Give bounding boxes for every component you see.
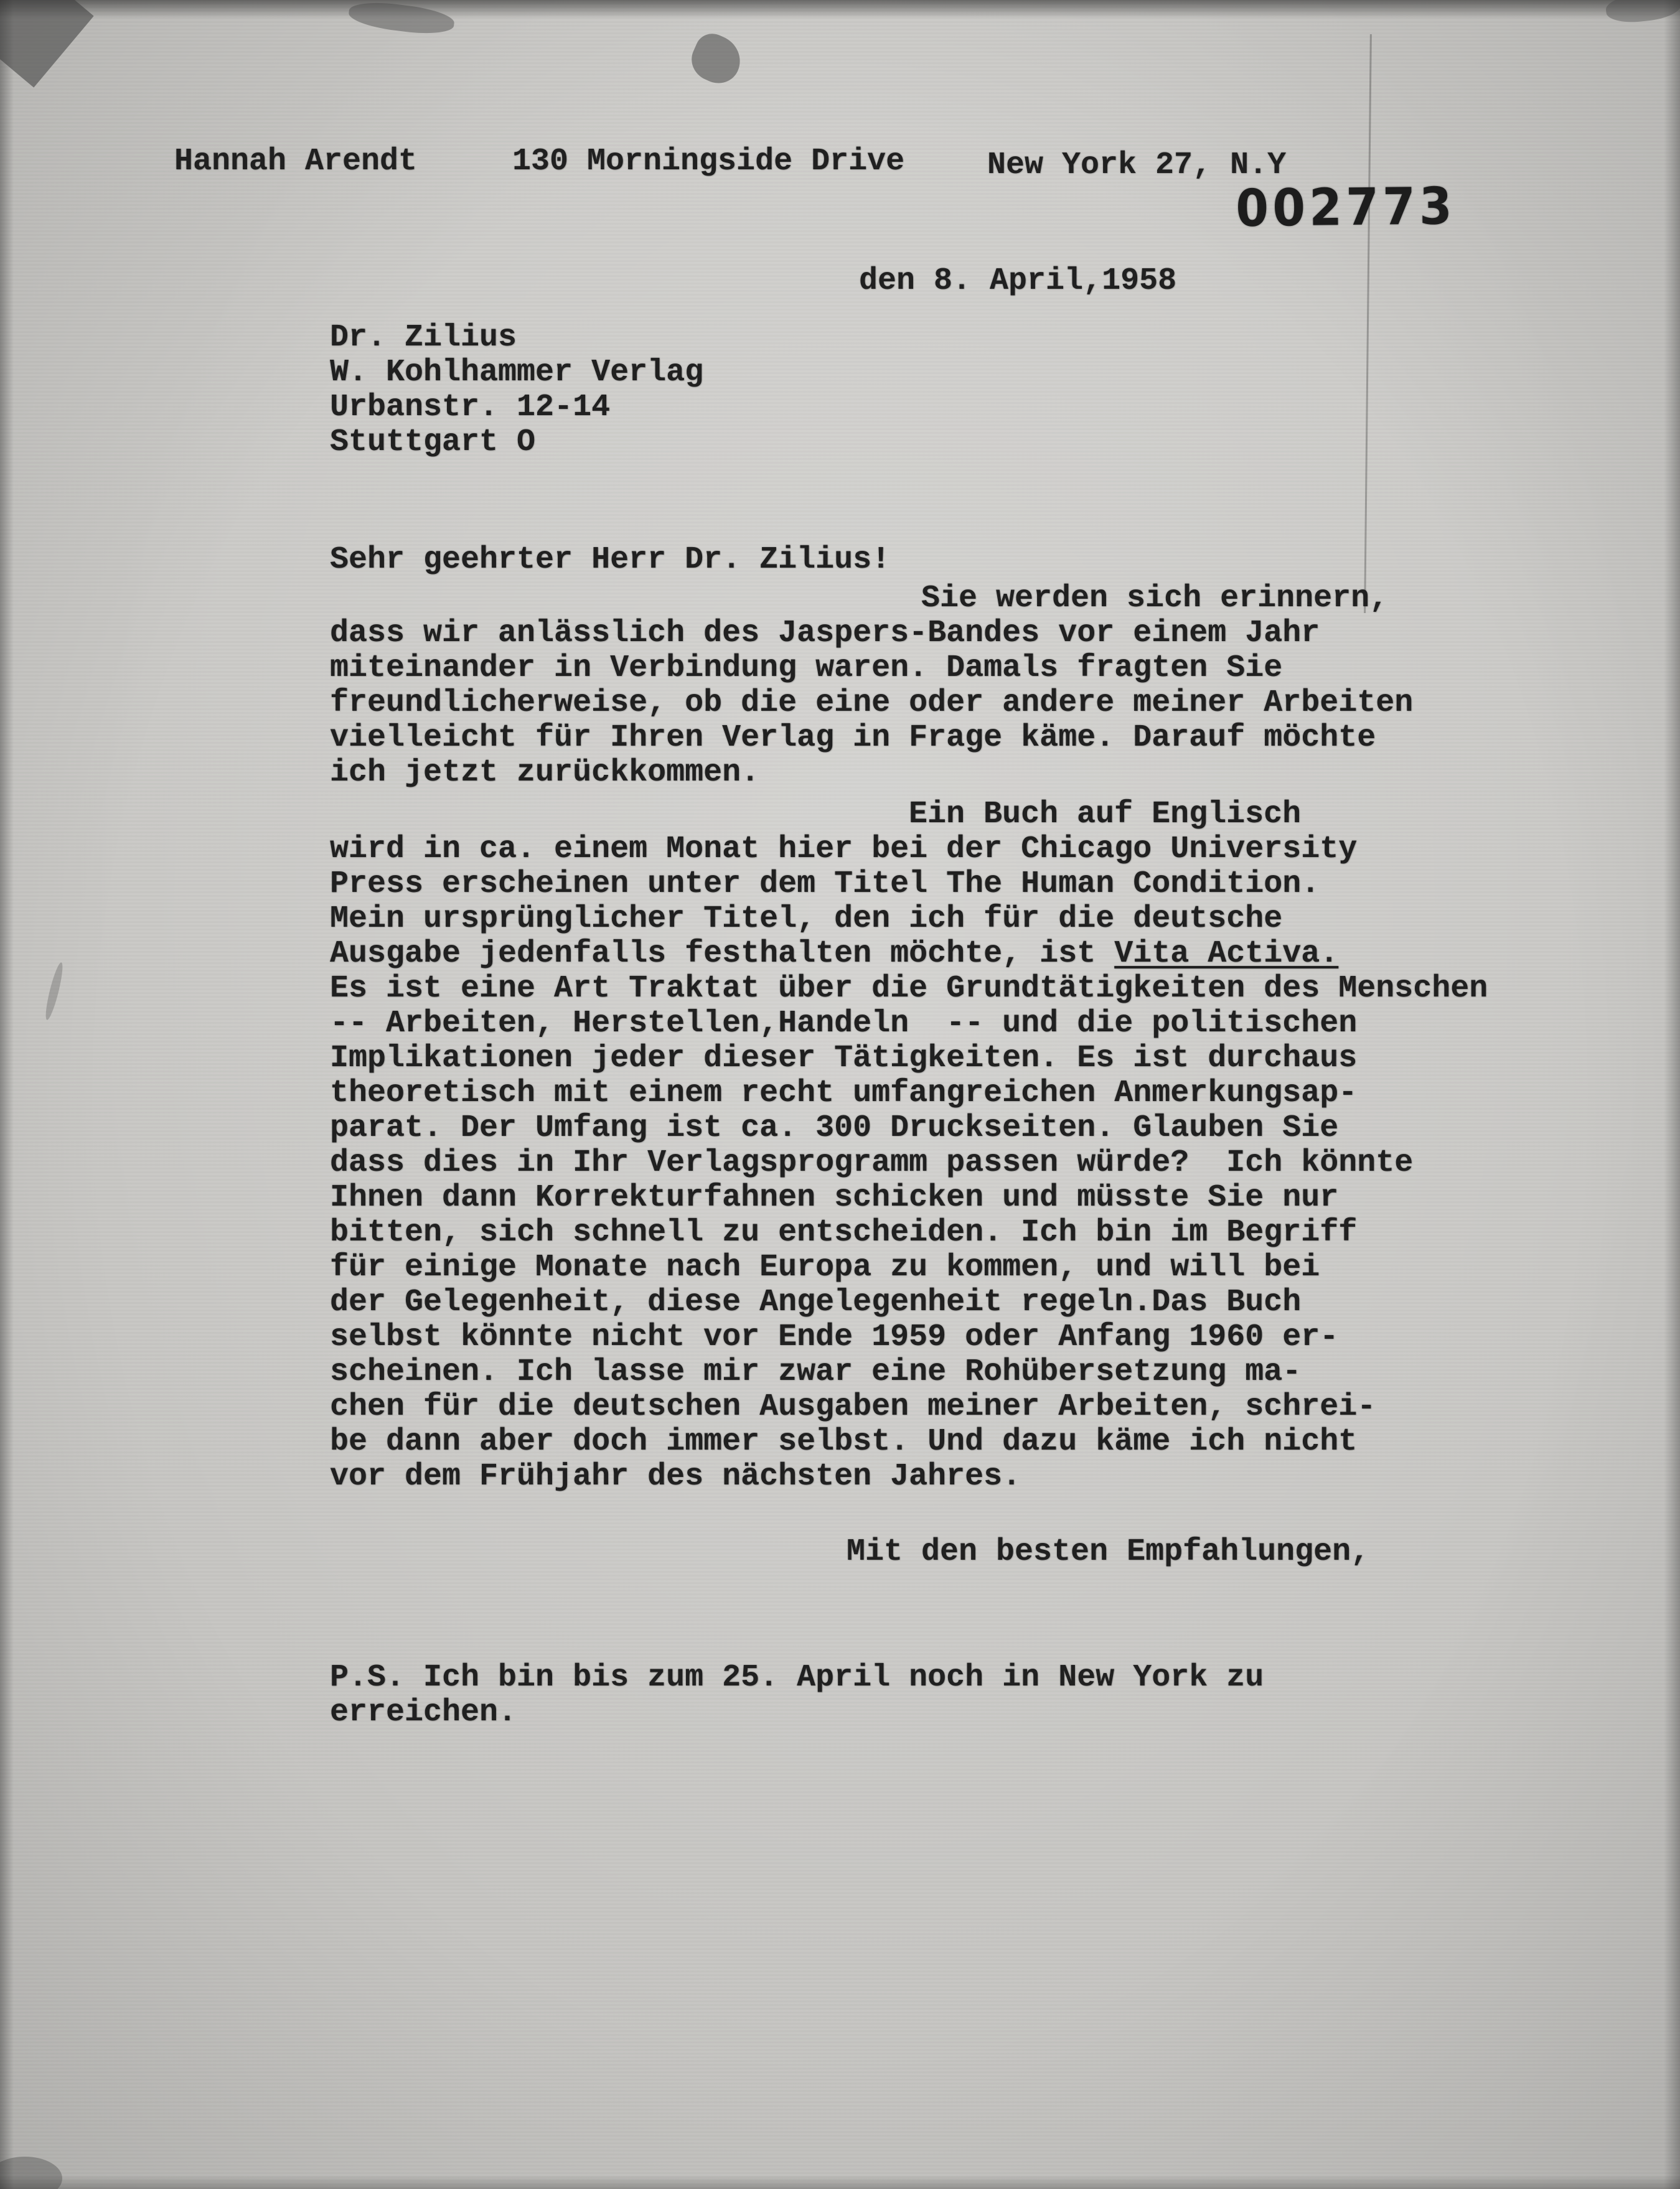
sender-city: New York 27, N.Y — [987, 148, 1287, 183]
scan-artifact-corner-tear — [0, 0, 94, 88]
scan-artifact-right-edge — [1664, 0, 1680, 2189]
salutation: Sehr geehrter Herr Dr. Zilius! — [330, 542, 891, 578]
postscript: P.S. Ich bin bis zum 25. April noch in New York zu erreichen. — [330, 1660, 1264, 1730]
date-line: den 8. April,1958 — [859, 263, 1177, 299]
sender-name: Hannah Arendt — [174, 144, 418, 179]
closing-line: Mit den besten Empfahlungen, — [847, 1534, 1370, 1570]
scan-artifact-tear — [685, 28, 748, 90]
paragraph-2-first-line: Ein Buch auf Englisch — [909, 797, 1302, 832]
book-title-vita-activa: Vita Activa. — [1114, 936, 1339, 972]
paragraph-2-lines-after: Es ist eine Art Traktat über die Grundtätigkeiten des Menschen -- Arbeiten, Herstellen,Handeln -- und die politischen Implikationen jeder dieser Tätigkeiten. Es ist durchaus theoretisch mit einem recht umfangreichen Anmerkungsap- parat. Der Umfang ist ca. 300 Druckseiten. Glauben Sie dass dies in Ihr Verlagsprogramm passen würde? Ich könnte Ihnen dann Korrekturfahnen schicken und müsste Sie nur bitten, sich schnell zu entscheiden. Ich bin im Begriff für einige Monate nach Europa zu kommen, und will bei der Gelegenheit, diese Angelegenheit regeln.Das Buch selbst könnte nicht vor Ende 1959 oder Anfang 1960 er- scheinen. Ich lasse mir zwar eine Rohübersetzung ma- chen für die deutschen Ausgaben meiner Arbeiten, schrei- be dann aber doch immer selbst. Und dazu käme ich nicht vor dem Frühjahr des nächsten Jahres. — [330, 971, 1488, 1494]
scan-artifact-smudge — [43, 962, 66, 1021]
sender-street: 130 Morningside Drive — [512, 144, 905, 179]
paragraph-2-lines-before: wird in ca. einem Monat hier bei der Chicago University Press erscheinen unter dem Titel The Human Condition. Mein ursprünglicher Titel, den ich für die deutsche — [330, 832, 1358, 937]
scan-artifact-scratch — [1364, 34, 1372, 613]
paragraph-2-underline-line — [330, 937, 1488, 972]
recipient-address: Dr. Zilius W. Kohlhammer Verlag Urbanstr. 12-14 Stuttgart O — [330, 320, 704, 460]
paragraph-1-first-line: Sie werden sich erinnern, — [921, 581, 1389, 616]
paragraph-1-body: dass wir anlässlich des Jaspers-Bandes vor einem Jahr miteinander in Verbindung waren. Damals fragten Sie freundlicherweise, ob die eine oder andere meiner Arbeiten vielleicht für Ihren Verlag in Frage käme. Darauf möchte ich jetzt zurückkommen. — [330, 616, 1414, 790]
scan-artifact-bottom-edge — [0, 2175, 1680, 2189]
scan-artifact-left-edge — [0, 0, 14, 2189]
scan-artifact-smudge — [0, 2157, 62, 2189]
archive-stamp-number: 002773 — [1236, 177, 1457, 238]
underline-line-prefix: Ausgabe jedenfalls festhalten möchte, ist — [330, 936, 1115, 972]
paragraph-2-body — [330, 832, 1488, 1494]
scan-artifact-top-edge — [0, 0, 1680, 19]
